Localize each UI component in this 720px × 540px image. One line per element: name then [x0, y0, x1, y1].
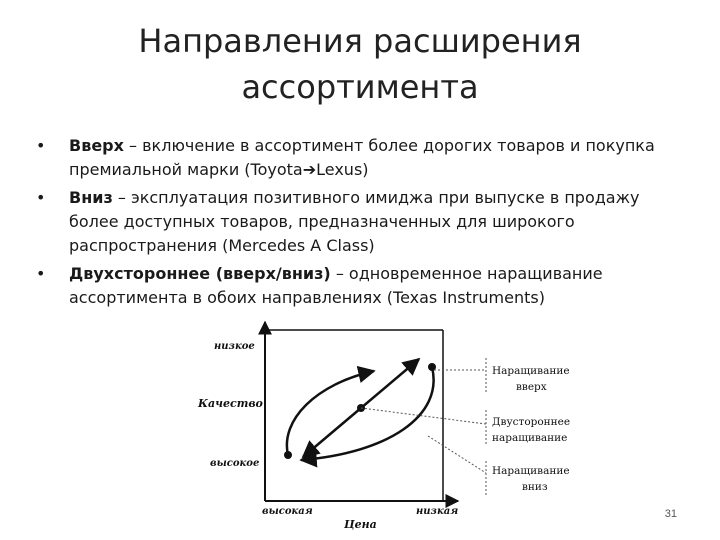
bullet-dash: – — [330, 264, 349, 283]
y-bottom-label: высокое — [210, 458, 260, 469]
bullet-term: Вниз — [69, 188, 113, 207]
line-both-lower — [303, 408, 361, 457]
bullet-item-up — [36, 134, 686, 182]
line-both-upper — [361, 359, 419, 408]
bullet-text: включение в ассортимент более дорогих товаров и покупка премиальной марки (Toyota — [69, 136, 655, 179]
callout-both-line1: Двустороннее — [492, 416, 571, 428]
arrow-right-icon: ➔ — [302, 160, 317, 179]
callout-up-line1: Наращивание — [492, 365, 570, 377]
x-axis-label: Цена — [344, 518, 377, 531]
callout-up-line2: вверх — [516, 381, 547, 393]
point-start-low — [284, 451, 292, 459]
page-number: 31 — [664, 508, 677, 520]
bullet-item-both — [36, 262, 686, 310]
curve-down — [301, 367, 434, 460]
bullet-dash: – — [112, 188, 131, 207]
slide-title-line-2: ассортимента — [241, 68, 479, 106]
y-top-label: низкое — [214, 341, 255, 352]
bullet-list — [36, 134, 686, 314]
leader-down — [428, 436, 486, 473]
bullet-dot: • — [36, 136, 46, 155]
bullet-text: эксплуатация позитивного имиджа при выпуске в продажу более доступных товаров, предназначенных для широкого распространения (Mercedes A Class) — [69, 188, 640, 255]
bullet-text-after-arrow: Lexus) — [316, 160, 369, 179]
slide-title — [0, 18, 720, 110]
assortment-diagram — [196, 318, 596, 533]
x-left-label: высокая — [262, 506, 313, 517]
bullet-dash: – — [123, 136, 143, 155]
callout-both-line2: наращивание — [492, 432, 568, 444]
bullet-dot: • — [36, 188, 46, 207]
bullet-term: Вверх — [69, 136, 124, 155]
bullet-dot: • — [36, 264, 46, 283]
y-axis-label: Качество — [198, 397, 263, 410]
callout-down-line1: Наращивание — [492, 465, 570, 477]
callout-down-line2: вниз — [522, 481, 548, 493]
slide-title-line-1: Направления расширения — [138, 22, 582, 60]
bullet-term: Двухстороннее (вверх/вниз) — [69, 264, 331, 283]
curve-up — [287, 371, 374, 455]
bullet-text: одновременное наращивание ассортимента в обоих направлениях (Texas Instruments) — [69, 264, 603, 307]
bullet-item-down — [36, 186, 686, 258]
x-right-label: низкая — [416, 506, 459, 517]
